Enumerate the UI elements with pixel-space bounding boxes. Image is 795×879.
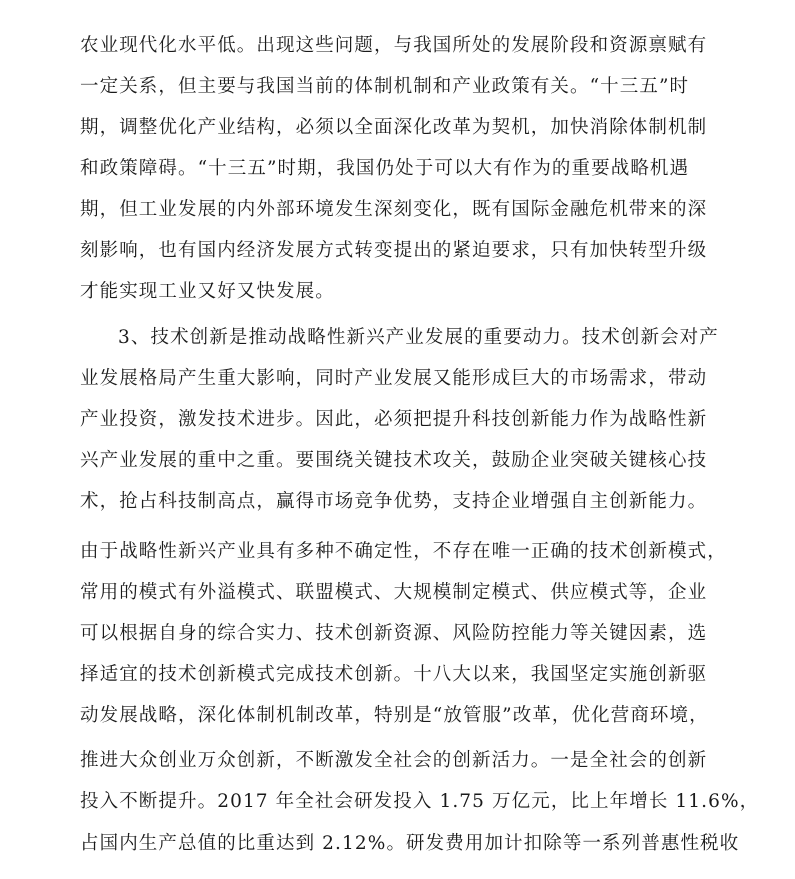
- text-line: 兴产业发展的重中之重。要围绕关键技术攻关，鼓励企业突破关键核心技: [80, 450, 708, 471]
- text-line: 择适宜的技术创新模式完成技术创新。十八大以来，我国坚定实施创新驱: [80, 664, 708, 685]
- text-line: 可以根据自身的综合实力、技术创新资源、风险防控能力等关键因素，选: [80, 623, 708, 644]
- text-line: 业发展格局产生重大影响，同时产业发展又能形成巨大的市场需求，带动: [80, 368, 708, 389]
- text-line: 推进大众创业万众创新，不断激发全社会的创新活力。一是全社会的创新: [80, 750, 708, 771]
- paragraph-start-line: 3、技术创新是推动战略性新兴产业发展的重要动力。技术创新会对产: [118, 327, 719, 348]
- text-line: 动发展战略，深化体制机制改革，特别是“放管服”改革，优化营商环境，: [80, 705, 709, 726]
- text-line: 投入不断提升。2017 年全社会研发投入 1.75 万亿元，比上年增长 11.6%，: [80, 791, 760, 812]
- text-line: 产业投资，激发技术进步。因此，必须把提升科技创新能力作为战略性新: [80, 409, 708, 430]
- text-line: 期，调整优化产业结构，必须以全面深化改革为契机，加快消除体制机制: [80, 117, 708, 138]
- text-line: 农业现代化水平低。出现这些问题，与我国所处的发展阶段和资源禀赋有: [80, 35, 708, 56]
- text-line: 由于战略性新兴产业具有多种不确定性，不存在唯一正确的技术创新模式，: [80, 541, 727, 562]
- text-line: 才能实现工业又好又快发展。: [80, 281, 335, 302]
- text-line: 占国内生产总值的比重达到 2.12%。研发费用加计扣除等一系列普惠性税收: [80, 833, 740, 854]
- text-line: 常用的模式有外溢模式、联盟模式、大规模制定模式、供应模式等，企业: [80, 582, 708, 603]
- text-line: 期，但工业发展的内外部环境发生深刻变化，既有国际金融危机带来的深: [80, 199, 708, 220]
- text-line: 刻影响，也有国内经济发展方式转变提出的紧迫要求，只有加快转型升级: [80, 240, 708, 261]
- text-line: 术，抢占科技制高点，赢得市场竞争优势，支持企业增强自主创新能力。: [80, 491, 708, 512]
- text-line: 一定关系，但主要与我国当前的体制机制和产业政策有关。“十三五”时: [80, 76, 690, 97]
- text-line: 和政策障碍。“十三五”时期，我国仍处于可以大有作为的重要战略机遇: [80, 158, 690, 179]
